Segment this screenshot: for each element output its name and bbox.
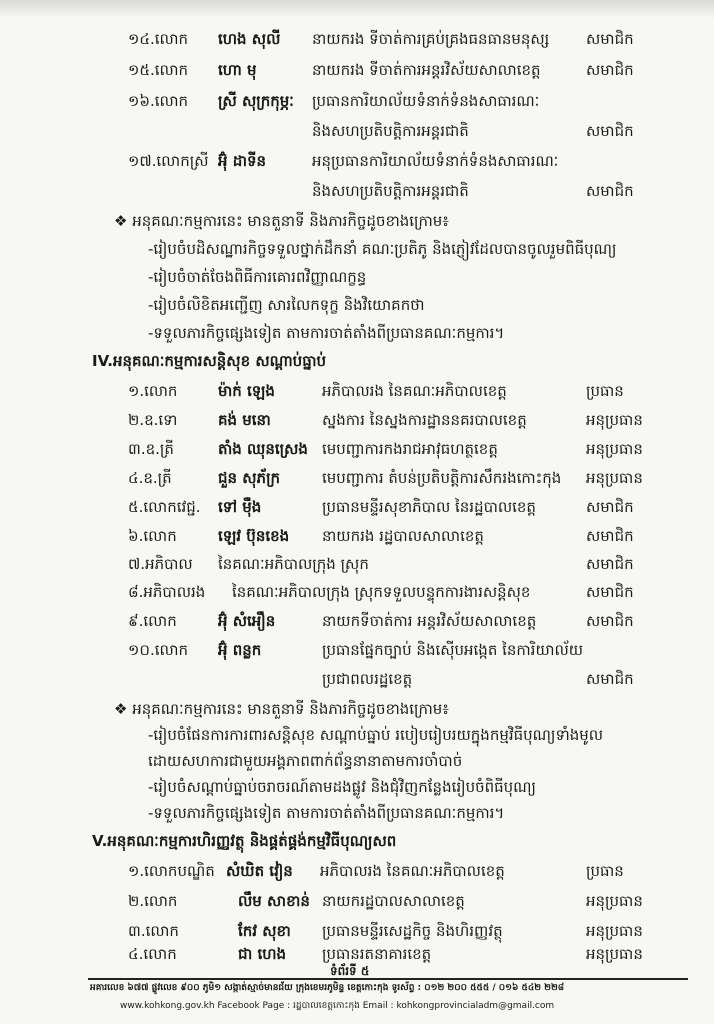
member-role: ប្រធានមន្ទីរសេដ្ឋកិច្ច និងហិរញ្ញវត្ថុ [322,922,503,940]
member-number: ៣.ឧ.ត្រី [128,440,174,458]
member-position: ប្រធាន [586,382,624,400]
member-name: សំឃិត វៀន [226,862,293,880]
member-role: មេបញ្ជាការកងរាជអាវុធហត្ថខេត្ត [322,440,498,458]
member-name: កែវ សុខា [238,922,291,940]
member-name: ជួន សុភ័ក្រ [218,469,281,487]
member-name: គង់ មនោ [218,411,271,429]
member-position: អនុប្រធាន [586,922,643,940]
duty-item: -រៀបចំផែនការការពារសន្តិសុខ សណ្តាប់ធ្នាប់ របៀបរៀបរយក្នុងកម្មវិធីបុណ្យទាំងមូល [148,726,604,744]
member-name: ហោ មុ [218,61,257,79]
member-role: ប្រធានផ្នែកច្បាប់ និងស៊ើបអង្កេត នៃការិយាល័យ [322,641,584,659]
member-position: ប្រធាន [586,862,624,880]
member-number: ៤.លោក [128,945,177,963]
member-number: ១៥.លោក [128,61,189,79]
member-role: ប្រធានការិយាល័យទំនាក់ទំនងសាធារណៈ [312,92,540,110]
duties-heading: ❖ អនុគណៈកម្មការនេះ មានតួនាទី និងភារកិច្ចដូចខាងក្រោម៖ [114,212,449,230]
member-name: លឹម សាខាន់ [238,892,310,910]
duties-heading: ❖ អនុគណៈកម្មការនេះ មានតួនាទី និងភារកិច្ចដូចខាងក្រោម៖ [114,700,449,718]
member-position: អនុប្រធាន [586,892,643,910]
member-number: ២.លោក [128,892,178,910]
member-name: ជា ហេង [238,945,287,963]
section-v-title: V.អនុគណៈកម្មការហិរញ្ញវត្ថុ និងផ្គត់ផ្គង់កម្មវិធីបុណ្យសព [92,832,397,850]
member-role: អភិបាលរង នៃគណៈអភិបាលខេត្ត [320,862,505,880]
member-position: សមាជិក [586,670,634,688]
member-position: សមាជិក [586,30,634,48]
duty-item-continued: ដោយសហការជាមួយអង្គភាពពាក់ព័ន្ធនានាតាមការចាំបាច់ [148,752,463,770]
member-number: ៩.លោក [128,612,177,630]
member-position: សមាជិក [586,122,634,140]
member-number: ២.ឧ.ទោ [128,411,178,429]
member-position: អនុប្រធាន [586,945,643,963]
member-name: ឡេវ ប៊ុនខេង [218,527,290,545]
member-name: អ៊ុំ ដាទីន [218,152,267,170]
member-name: អ៊ុំ ពន្លក [218,641,262,659]
footer-address: អគារលេខ ៦៧៧ ផ្លូវលេខ ៩០០ ភូមិ១ សង្កាត់ស្មាច់មានជ័យ ក្រុងខេមរភូមិន្ទ ខេត្តកោះកុង ទូរស័ព្ទ : ០១២ ២០០ ៥៥៥ / ០១៦ ៥៤២ ២២៨ [90,983,565,993]
member-role: នាយករដ្ឋបាលសាលាខេត្ត [322,892,465,910]
member-role: ប្រធានរតនាគារខេត្ត [322,945,432,963]
member-role: ស្នងការ នៃស្នងការដ្ឋាននគរបាលខេត្ត [322,411,527,429]
member-number: ៥.លោកវេជ្ជ. [128,498,201,516]
duty-item: -រៀបចំលិខិតអញ្ជើញ សារលៃកទុក្ខ និងវិយោគកថា [148,296,425,314]
member-role: នាយករង ទីចាត់ការគ្រប់គ្រងធនធានមនុស្ស [312,30,550,48]
section-iv-title: IV.អនុគណៈកម្មការសន្តិសុខ សណ្តាប់ធ្នាប់ [92,352,327,370]
member-number: ៣.លោក [128,922,179,940]
member-number: ៧.អភិបាល [128,555,193,573]
member-position: អនុប្រធាន [586,440,643,458]
duty-item: -រៀបចំបដិសណ្ឋារកិច្ចទទួលថ្នាក់ដឹកនាំ គណៈប្រតិភូ និងភ្ញៀវដែលបានចូលរួមពិធីបុណ្យ [148,240,617,258]
member-position: សមាជិក [586,182,634,200]
member-number: ១.លោកបណ្ឌិត [128,862,215,880]
member-name: តាំង ឈុនស្រេង [218,440,308,458]
member-name: ទៅ ម៉ឺង [218,498,262,516]
member-position: សមាជិក [586,498,634,516]
member-number: ១៧.លោកស្រី [128,152,209,170]
member-name: ម៉ាក់ ឡេង [218,382,275,400]
footer-contact: www.kohkong.gov.kh Facebook Page : រដ្ឋបាលខេត្តកោះកុង Email : kohkongprovincialadm@gmail.com [120,1001,555,1011]
duty-item: -ទទួលភារកិច្ចផ្សេងទៀត តាមការចាត់តាំងពីប្រធានគណៈកម្មការ។ [148,324,505,342]
member-role: នាយករង រដ្ឋបាលសាលាខេត្ត [322,527,484,545]
member-position: អនុប្រធាន [586,469,643,487]
duty-item: -ទទួលភារកិច្ចផ្សេងទៀត តាមការចាត់តាំងពីប្រធានគណៈកម្មការ។ [148,804,505,822]
member-position: សមាជិក [586,527,634,545]
duty-item: -រៀបចំចាត់ចែងពិធីការគោរពវិញ្ញាណក្ខន្ធ [148,268,367,286]
member-name: ស្រី សុក្រកុម្ភៈ [218,92,294,110]
member-role: នាយកទីចាត់ការ អន្តរវិស័យសាលាខេត្ត [322,612,537,630]
member-name: ហេង សុលី [218,30,281,48]
member-number: ៨.អភិបាលរង [128,583,206,601]
member-number: ១០.លោក [128,641,189,659]
member-number: ១.លោក [128,382,178,400]
member-role: អភិបាលរង នៃគណៈអភិបាលខេត្ត [322,382,507,400]
member-number: ៤.ឧ.ត្រី [128,469,172,487]
page-top-shadow [0,0,714,18]
member-position: សមាជិក [586,61,634,79]
member-position: សមាជិក [586,612,634,630]
member-number: ៦.លោក [128,527,177,545]
member-role: អនុប្រធានការិយាល័យទំនាក់ទំនងសាធារណៈ [312,152,559,170]
member-name: អ៊ុំ សំអឿន [218,612,276,630]
member-position: អនុប្រធាន [586,411,643,429]
member-number: ១៦.លោក [128,92,189,110]
member-role-continued: និងសហប្រតិបត្តិការអន្តរជាតិ [312,122,469,140]
member-role: នៃគណៈអភិបាលក្រុង ស្រុកទទួលបន្ទុកការងារសន្តិសុខ [232,583,531,601]
member-position: សមាជិក [586,583,634,601]
member-role: មេបញ្ជាការ តំបន់ប្រតិបត្តិការសឹករងកោះកុង [322,469,562,487]
member-role: នាយករង ទីចាត់ការអន្តរវិស័យសាលាខេត្ត [312,61,541,79]
member-role: នៃគណៈអភិបាលក្រុង ស្រុក [218,555,369,573]
member-role-continued: ប្រជាពលរដ្ឋខេត្ត [322,670,413,688]
member-position: សមាជិក [586,555,634,573]
duty-item: -រៀបចំសណ្តាប់ធ្នាប់ចរាចរណ៍តាមដងផ្លូវ និងជុំវិញកន្លែងរៀបចំពិធីបុណ្យ [148,778,536,796]
footer-divider [88,978,688,980]
member-role: ប្រធានមន្ទីរសុខាភិបាល នៃរដ្ឋបាលខេត្ត [322,498,536,516]
member-number: ១៤.លោក [128,30,189,48]
member-role-continued: និងសហប្រតិបត្តិការអន្តរជាតិ [312,182,469,200]
page-number: ទំព័រទី ៥ [330,964,370,978]
